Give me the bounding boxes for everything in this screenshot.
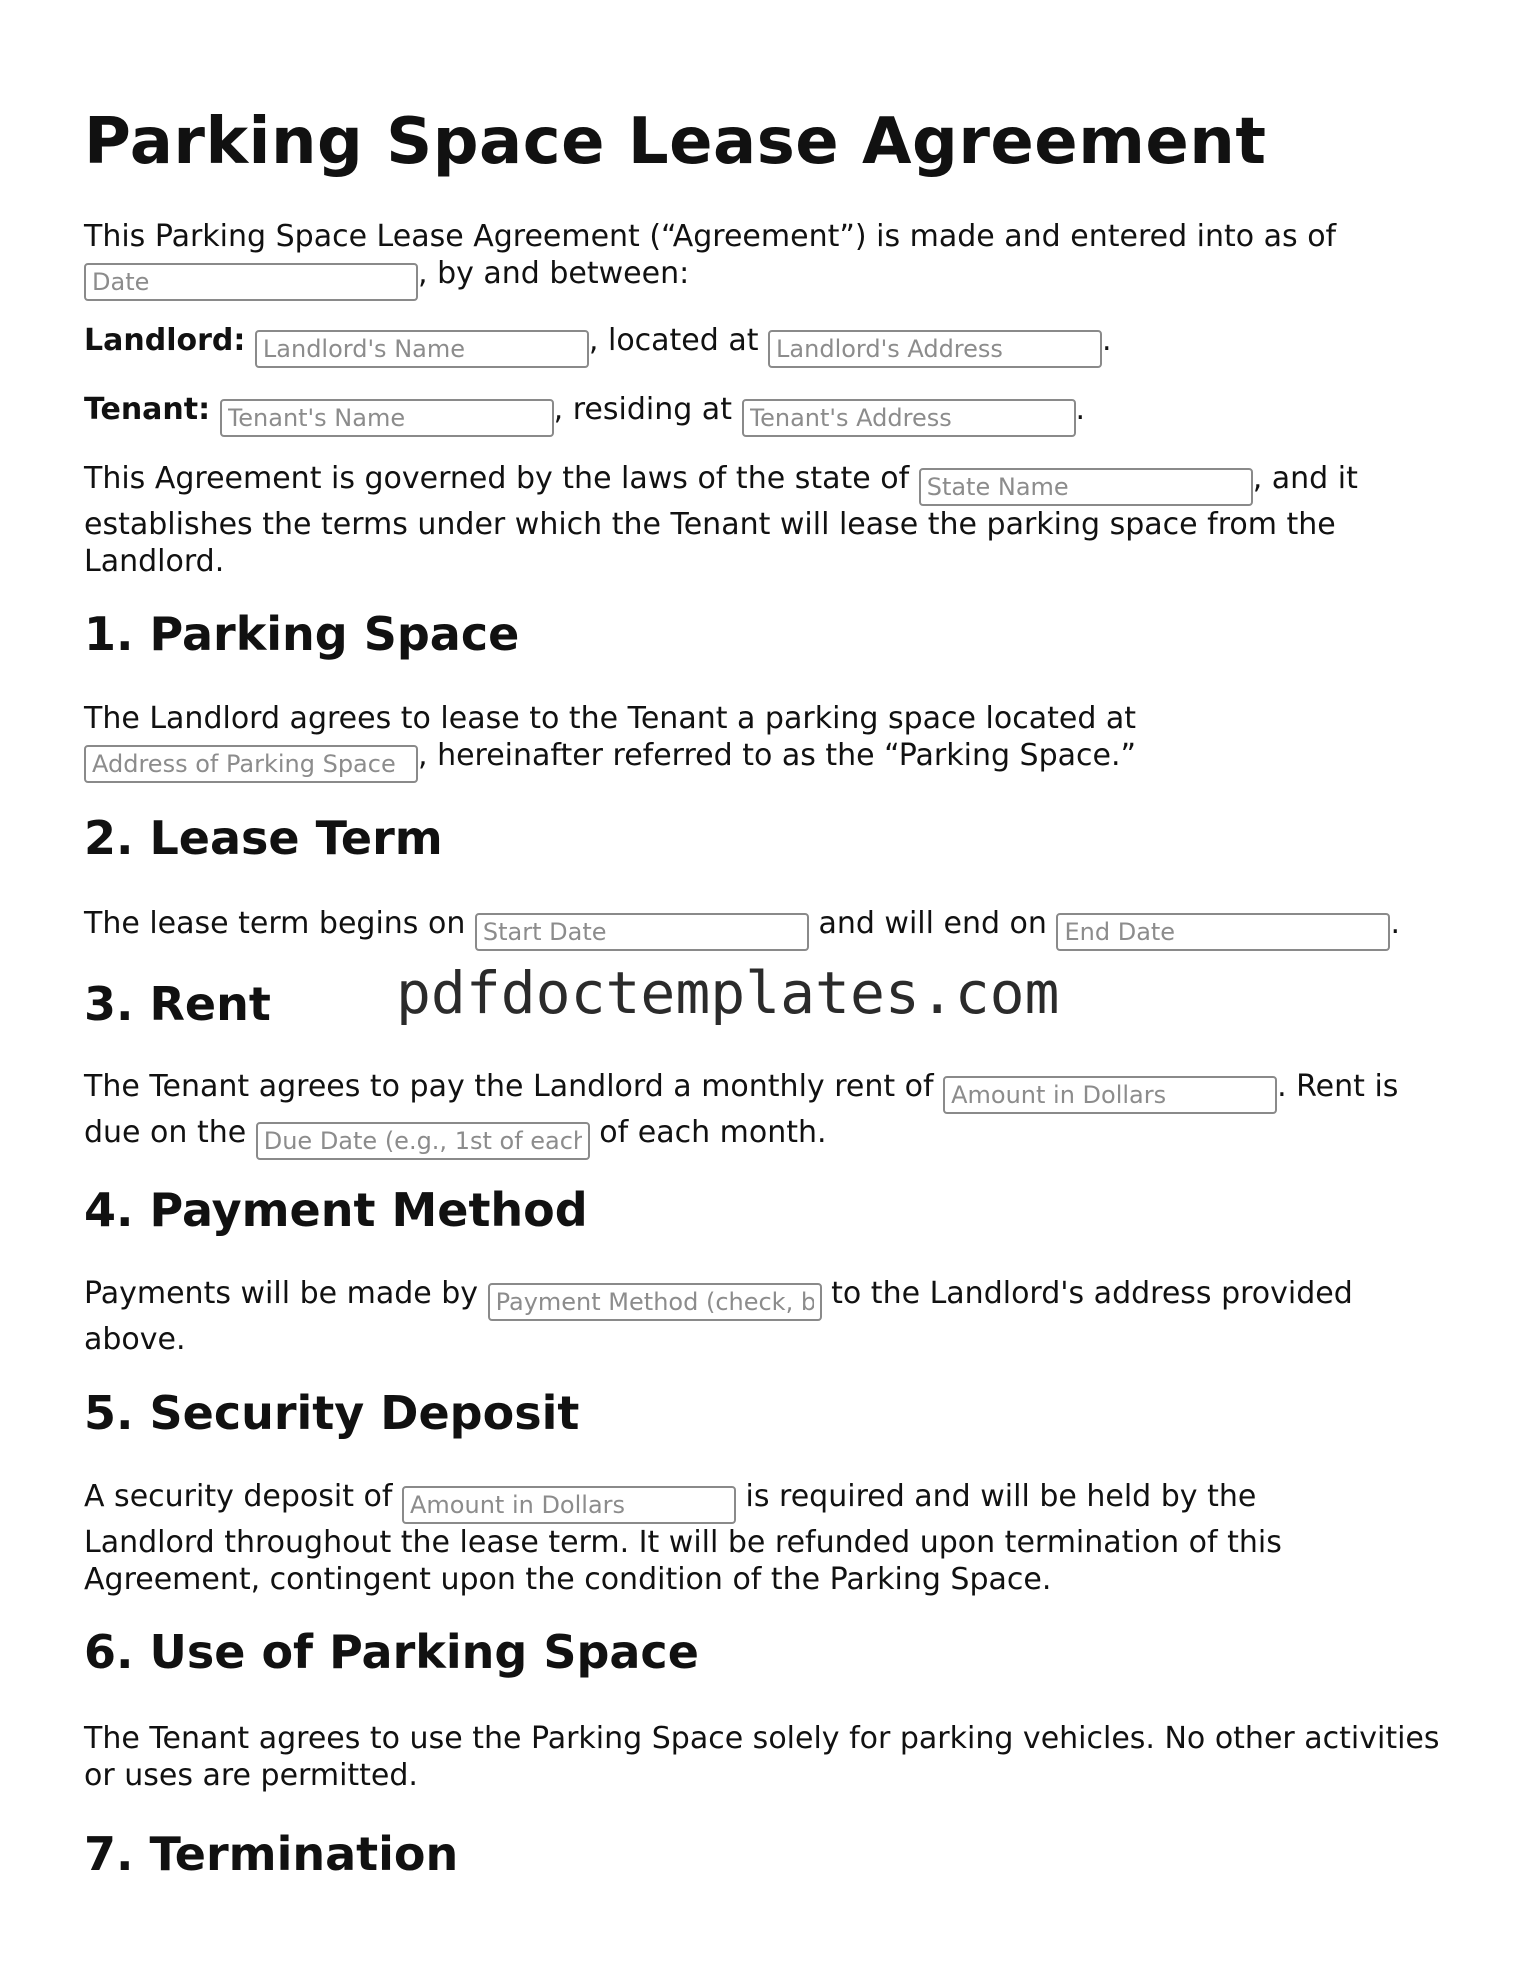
due-date-field[interactable] (256, 1122, 590, 1160)
section-4-text-after: to the Landlord's address provided above. (84, 1276, 1353, 1357)
tenant-name-field[interactable] (220, 399, 554, 437)
watermark-text: pdfdoctemplates.com (396, 959, 1060, 1027)
parking-address-field[interactable] (84, 745, 418, 783)
tenant-address-field[interactable] (742, 399, 1076, 437)
intro-text-after: , by and between: (418, 256, 690, 291)
section-2-paragraph (84, 905, 1400, 951)
section-6-paragraph: The Tenant agrees to use the Parking Space solely for parking vehicles. No other activities or uses are permitted. (84, 1721, 1440, 1793)
payment-method-field[interactable] (488, 1283, 822, 1321)
section-7-heading: 7. Termination (84, 1827, 459, 1881)
section-2-heading: 2. Lease Term (84, 811, 443, 865)
intro-text: This Parking Space Lease Agreement (“Agreement”) is made and entered into as of (84, 219, 1337, 254)
section-2-text-middle: and will end on (818, 906, 1047, 941)
section-1-text-after: , hereinafter referred to as the “Parking Space.” (418, 738, 1137, 773)
deposit-amount-field[interactable] (402, 1486, 736, 1524)
landlord-address-field[interactable] (768, 330, 1102, 368)
agreement-date-field[interactable] (84, 263, 418, 301)
section-1-text: The Landlord agrees to lease to the Tenant a parking space located at (84, 701, 1137, 736)
section-5-text-after: is required and will be held by the Landlord throughout the lease term. It will be refunded upon termination of this Agreement, contingent upon the condition of the Parking Space. (84, 1479, 1282, 1597)
tenant-label: Tenant: (84, 392, 211, 427)
tenant-end: . (1075, 392, 1086, 427)
landlord-end: . (1102, 323, 1112, 358)
governing-text: This Agreement is governed by the laws of the state of (84, 461, 910, 496)
state-name-field[interactable] (919, 468, 1253, 506)
section-3-paragraph (84, 1068, 1404, 1160)
section-5-paragraph (84, 1478, 1384, 1598)
section-2-text: The lease term begins on (84, 906, 466, 941)
rent-amount-field[interactable] (943, 1076, 1277, 1114)
section-5-text: A security deposit of (84, 1479, 393, 1514)
intro-paragraph (84, 218, 1384, 301)
start-date-field[interactable] (475, 913, 809, 951)
section-1-heading: 1. Parking Space (84, 607, 520, 661)
section-2-text-after: . (1390, 906, 1401, 941)
section-1-paragraph (84, 700, 1384, 783)
landlord-line (84, 322, 1112, 368)
tenant-connector: , residing at (553, 392, 732, 427)
tenant-line (84, 391, 1085, 437)
governing-paragraph (84, 460, 1384, 580)
page-title: Parking Space Lease Agreement (84, 105, 1267, 179)
landlord-name-field[interactable] (255, 330, 589, 368)
section-3-text: The Tenant agrees to pay the Landlord a monthly rent of (84, 1069, 934, 1104)
governing-text-after: , and it establishes the terms under which the Tenant will lease the parking space from the Landlord. (84, 461, 1358, 579)
section-4-heading: 4. Payment Method (84, 1183, 588, 1237)
section-4-paragraph (84, 1275, 1384, 1358)
section-3-text-middle: . Rent is due on the (84, 1069, 1399, 1150)
landlord-connector: , located at (588, 323, 759, 358)
section-3-text-after: of each month. (599, 1115, 827, 1150)
section-6-heading: 6. Use of Parking Space (84, 1625, 699, 1679)
section-3-heading: 3. Rent (84, 977, 271, 1031)
end-date-field[interactable] (1056, 913, 1390, 951)
section-4-text: Payments will be made by (84, 1276, 479, 1311)
section-5-heading: 5. Security Deposit (84, 1386, 580, 1440)
landlord-label: Landlord: (84, 323, 246, 358)
